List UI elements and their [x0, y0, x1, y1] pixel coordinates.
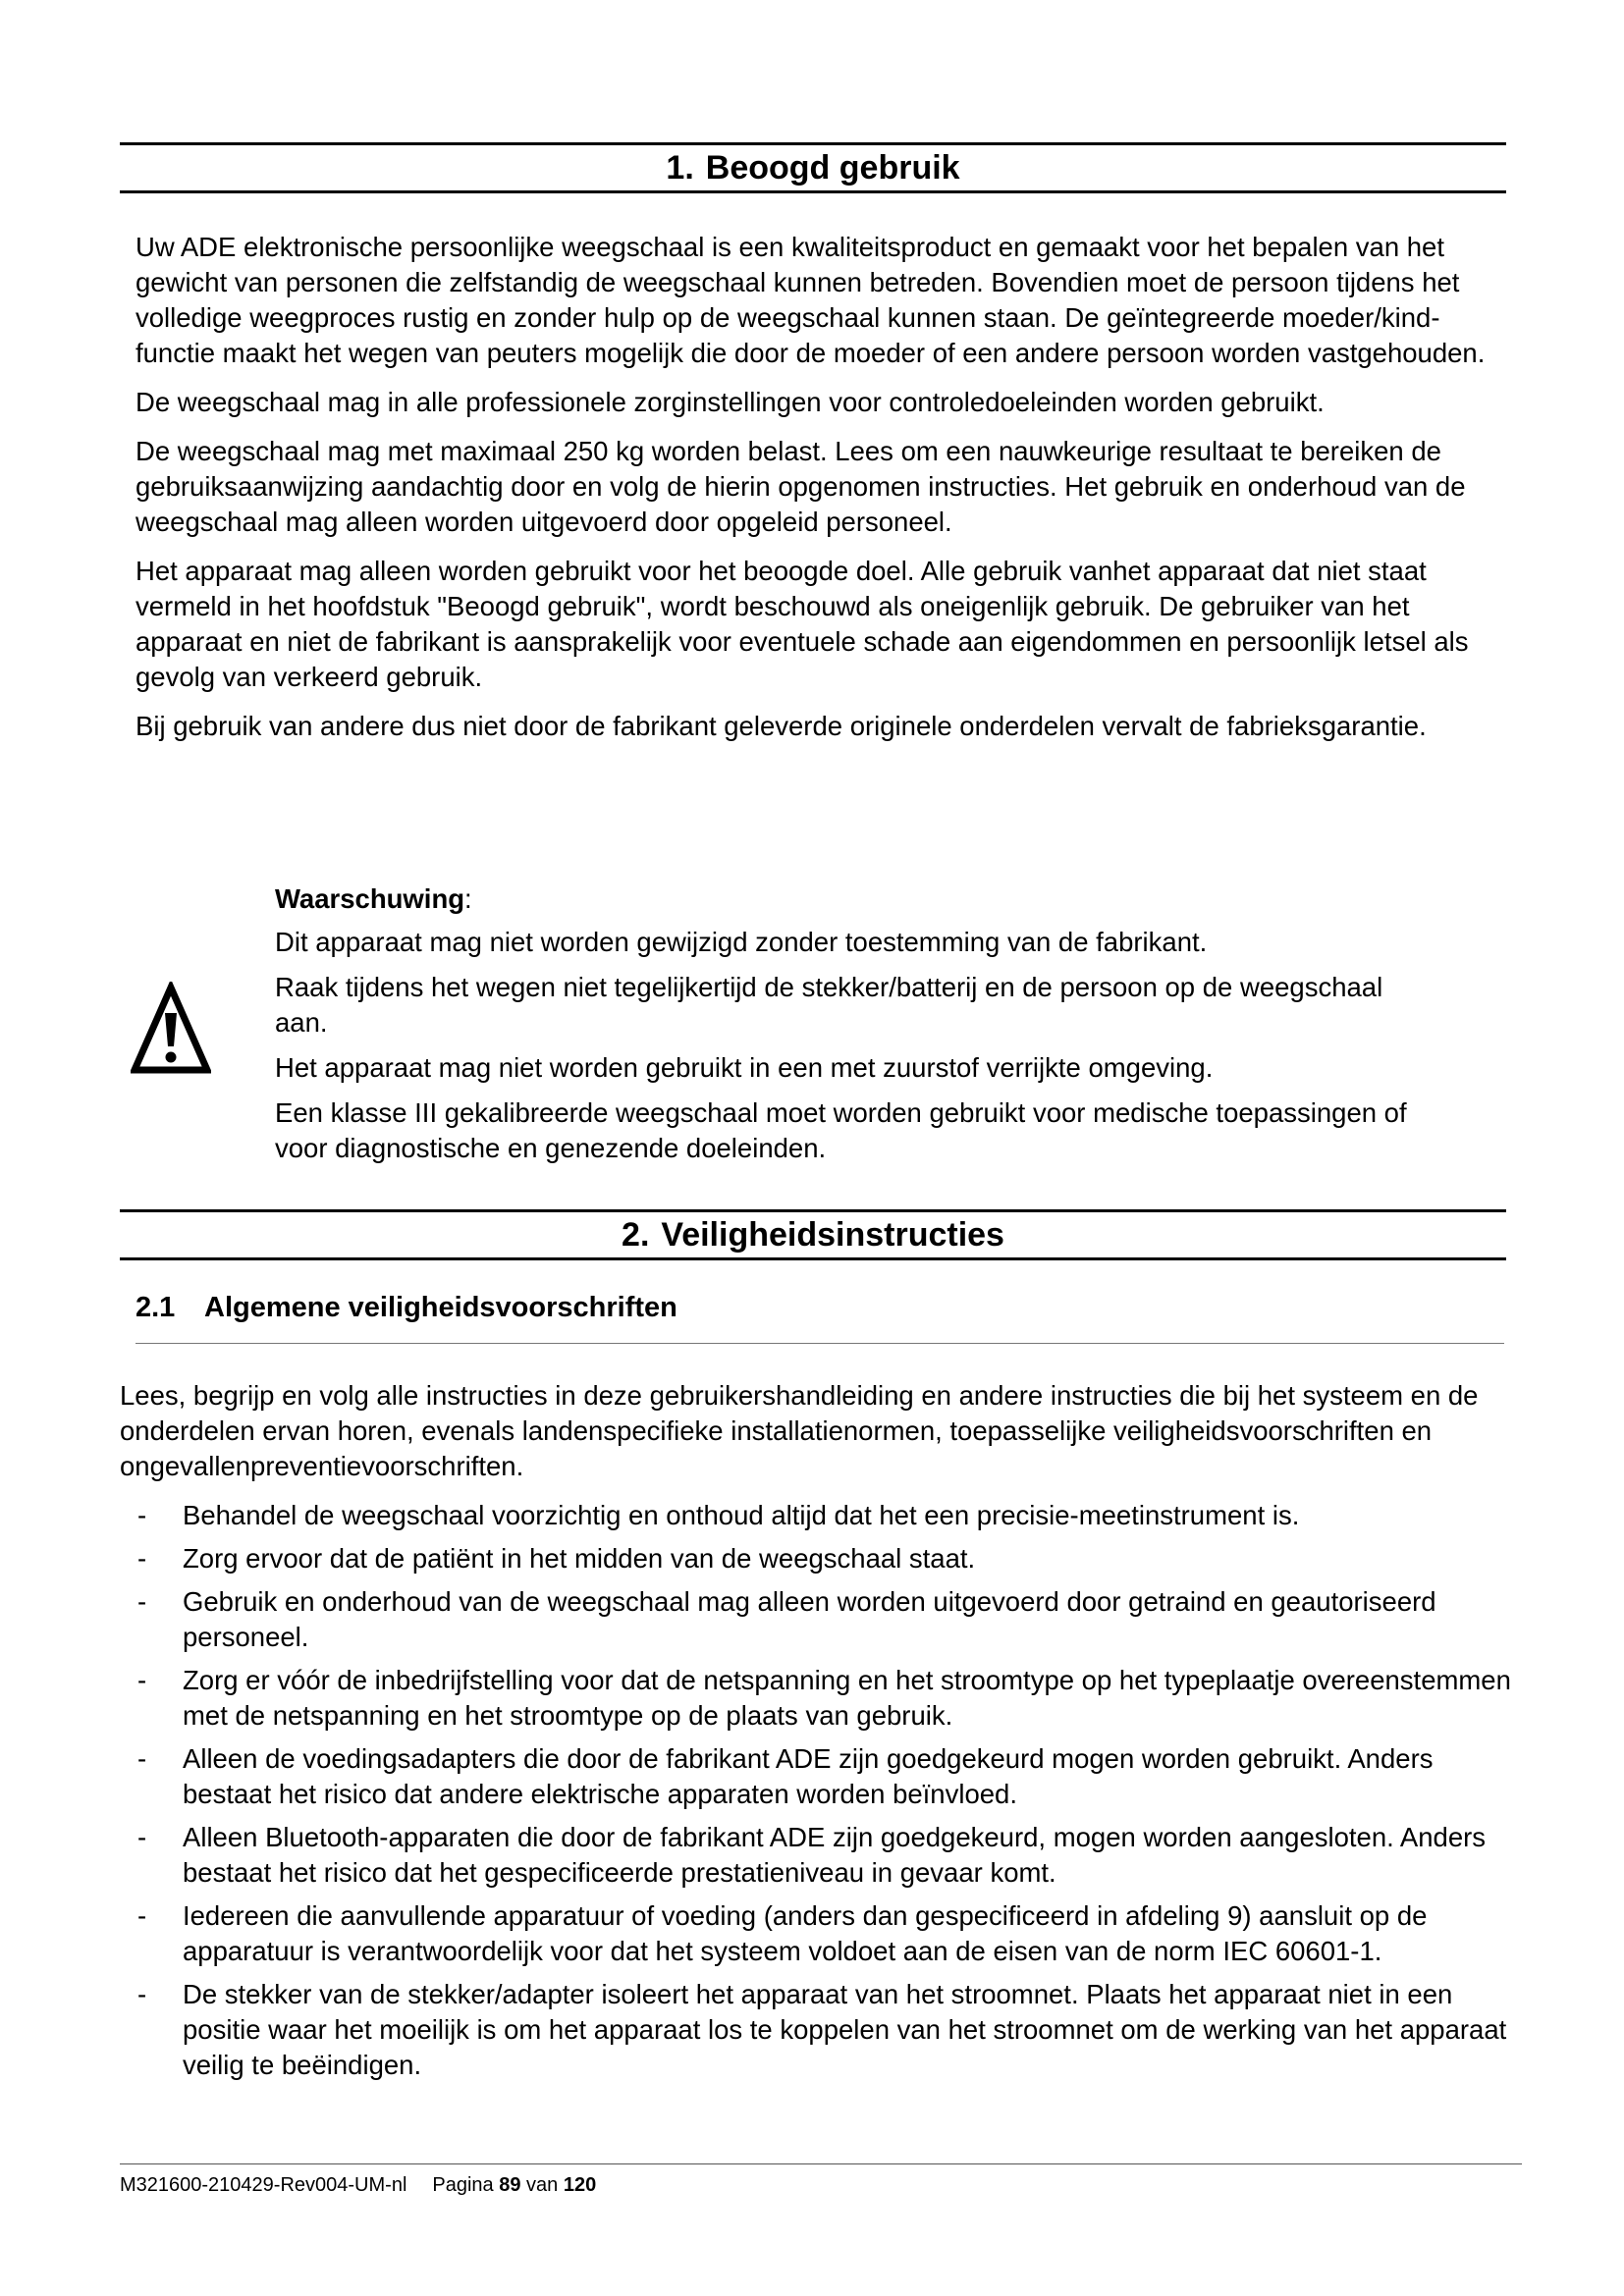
section-1-body — [135, 230, 1510, 758]
warning-block — [275, 881, 1414, 1176]
paragraph: Lees, begrijp en volg alle instructies in deze gebruikershandleiding en andere instructies die bij het systeem en de onderdelen ervan horen, evenals landenspecifieke installatienormen, toepasselijke veiligheidsvoorschriften en ongevallenpreventievoorschriften. — [120, 1380, 1479, 1481]
warning-line: Een klasse III gekalibreerde weegschaal moet worden gebruikt voor medische toepassingen of voor diagnostische en genezende doeleinden. — [275, 1097, 1407, 1163]
list-item: - Zorg er vóór de inbedrijfstelling voor dat de netspanning en het stroomtype op het typeplaatje overeenstemmen met de netspanning en het stroomtype op de plaats van gebruik. — [137, 1665, 1511, 1731]
warning-line: Raak tijdens het wegen niet tegelijkertijd de stekker/batterij en de persoon op de weegschaal aan. — [275, 972, 1383, 1038]
paragraph: Bij gebruik van andere dus niet door de fabrikant geleverde originele onderdelen vervalt de fabrieksgarantie. — [135, 711, 1427, 741]
subsection-title: Algemene veiligheidsvoorschriften — [204, 1292, 677, 1323]
list-item: - Behandel de weegschaal voorzichtig en onthoud altijd dat het een precisie-meetinstrument is. — [135, 1498, 1514, 1533]
list-item: - Gebruik en onderhoud van de weegschaal mag alleen worden uitgevoerd door getraind en geautoriseerd personeel. — [137, 1586, 1436, 1652]
list-item: - Iedereen die aanvullende apparatuur of voeding (anders dan gespecificeerd in afdeling 9) aansluit op de apparatuur is verantwoordelijk voor dat het systeem voldoet aan de eisen van de norm IEC 60601-1. — [137, 1900, 1428, 1966]
list-bullet: - — [137, 1822, 147, 1852]
list-bullet: - — [137, 1979, 147, 2009]
list-bullet: - — [137, 1665, 147, 1695]
page-label: Pagina — [432, 2174, 494, 2196]
safety-list — [135, 1498, 1514, 2091]
list-bullet: - — [137, 1743, 147, 1774]
subsection-heading — [135, 1288, 1504, 1344]
subsection-number: 2.1 — [135, 1292, 176, 1323]
section-number: 2. — [622, 1216, 650, 1254]
section-title: Beoogd gebruik — [705, 149, 960, 187]
paragraph: Het apparaat mag alleen worden gebruikt voor het beoogde doel. Alle gebruik vanhet apparaat dat niet staat vermeld in het hoofdstuk "Beoogd gebruik", wordt beschouwd als oneigenlijk gebruik. De gebruiker van het apparaat en niet de fabrikant is aansprakelijk voor eventuele schade aan eigendommen en persoonlijk letsel als gevolg van verkeerd gebruik. — [135, 556, 1469, 692]
paragraph: Uw ADE elektronische persoonlijke weegschaal is een kwaliteitsproduct en gemaakt voor het bepalen van het gewicht van personen die zelfstandig de weegschaal kunnen betreden. Bovendien moet de persoon tijdens het volledige weegproces rustig en zonder hulp op de weegschaal kunnen staan. De geïntegreerde moeder/kind-functie maakt het wegen van peuters mogelijk die door de moeder of een andere persoon worden vastgehouden. — [135, 232, 1486, 368]
warning-line: Het apparaat mag niet worden gebruikt in een met zuurstof verrijkte omgeving. — [275, 1052, 1214, 1083]
warning-triangle-icon — [131, 982, 211, 1076]
section-number: 1. — [666, 149, 694, 187]
warning-title: Waarschuwing — [275, 883, 465, 914]
section-2-intro — [120, 1378, 1514, 1498]
page-footer — [120, 2163, 1522, 2198]
paragraph: De weegschaal mag in alle professionele zorginstellingen voor controledoeleinden worden gebruikt. — [135, 387, 1325, 417]
list-item: - Zorg ervoor dat de patiënt in het midden van de weegschaal staat. — [135, 1541, 1514, 1576]
warning-colon: : — [464, 883, 472, 914]
section-heading-1 — [120, 142, 1506, 193]
total-pages: 120 — [563, 2174, 597, 2196]
list-bullet: - — [137, 1586, 147, 1617]
page-number: 89 — [499, 2174, 521, 2196]
list-bullet: - — [137, 1543, 147, 1574]
paragraph: De weegschaal mag met maximaal 250 kg worden belast. Lees om een nauwkeurige resultaat te bereiken de gebruiksaanwijzing aandachtig door en volg de hierin opgenomen instructies. Het gebruik en onderhoud van de weegschaal mag alleen worden uitgevoerd door opgeleid personeel. — [135, 436, 1466, 537]
of-label: van — [526, 2174, 559, 2196]
list-bullet: - — [137, 1900, 147, 1931]
document-id: M321600-210429-Rev004-UM-nl — [120, 2174, 407, 2196]
list-item: - Alleen Bluetooth-apparaten die door de fabrikant ADE zijn goedgekeurd, mogen worden aangesloten. Anders bestaat het risico dat het gespecificeerde prestatieniveau in gevaar komt. — [137, 1822, 1487, 1888]
list-item: - De stekker van de stekker/adapter isoleert het apparaat van het stroomnet. Plaats het apparaat niet in een positie waar het moeilijk is om het apparaat los te koppelen van het stroomnet om de werking van het apparaat veilig te beëindigen. — [137, 1979, 1507, 2080]
warning-line: Dit apparaat mag niet worden gewijzigd zonder toestemming van de fabrikant. — [275, 927, 1208, 957]
section-title: Veiligheidsinstructies — [661, 1216, 1004, 1254]
section-heading-2 — [120, 1209, 1506, 1260]
list-bullet: - — [137, 1500, 147, 1530]
list-item: - Alleen de voedingsadapters die door de fabrikant ADE zijn goedgekeurd mogen worden gebruikt. Anders bestaat het risico dat andere elektrische apparaten worden beïnvloed. — [137, 1743, 1434, 1809]
